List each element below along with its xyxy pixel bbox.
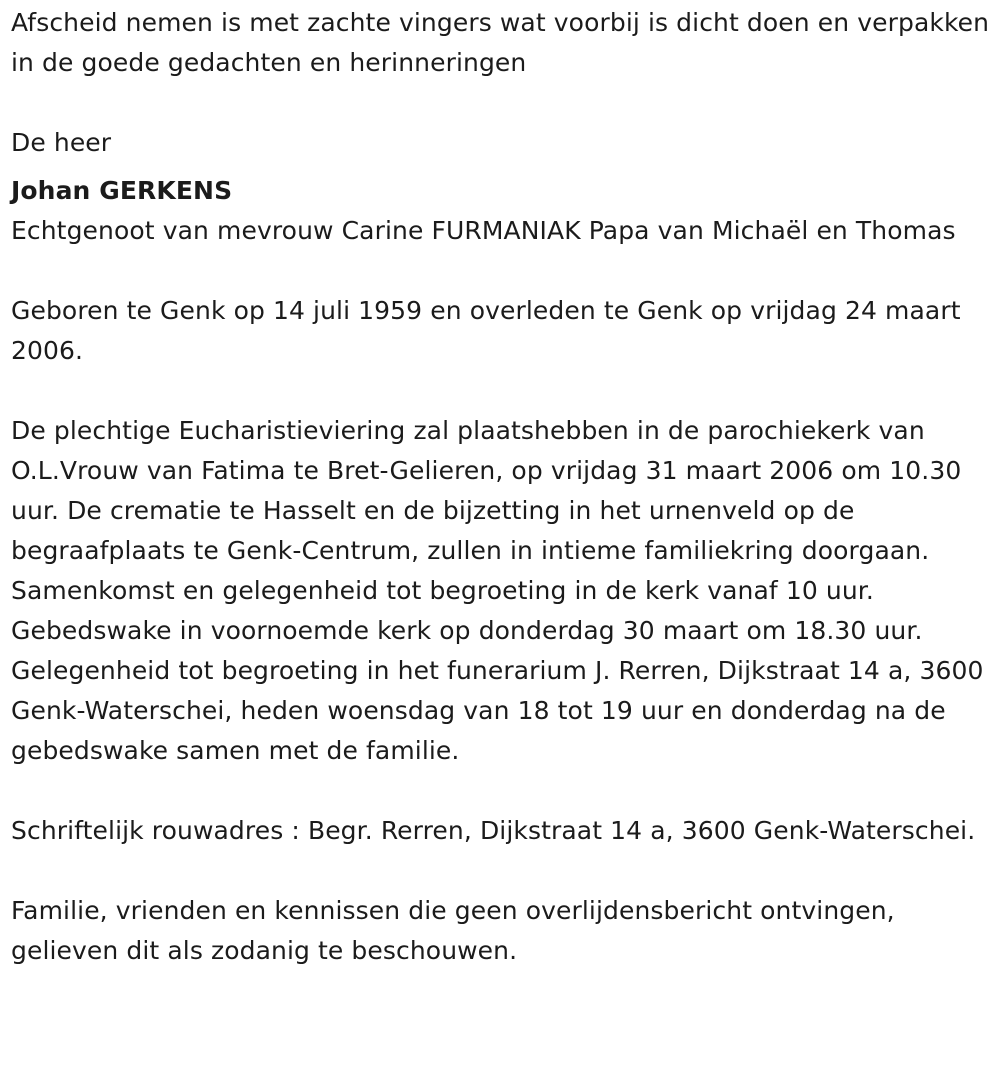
closing-paragraph: Familie, vrienden en kennissen die geen overlijdensbericht ontvingen, gelieven dit als zodanig te beschouwen. <box>11 896 895 965</box>
birth-death-paragraph: Geboren te Genk op 14 juli 1959 en overleden te Genk op vrijdag 24 maart 2006. <box>11 296 961 365</box>
relations-paragraph: Echtgenoot van mevrouw Carine FURMANIAK Papa van Michaël en Thomas <box>11 216 956 245</box>
address-paragraph: Schriftelijk rouwadres : Begr. Rerren, Dijkstraat 14 a, 3600 Genk-Waterschei. <box>11 816 976 845</box>
deceased-name: Johan GERKENS <box>11 176 233 205</box>
ceremony-paragraph: De plechtige Eucharistieviering zal plaatshebben in de parochiekerk van O.L.Vrouw van Fatima te Bret-Gelieren, op vrijdag 31 maart 2006 om 10.30 uur. De crematie te Hasselt en de bijzetting in het urnenveld op de begraafplaats te Genk-Centrum, zullen in intieme familiekring doorgaan. Samenkomst en gelegenheid tot begroeting in de kerk vanaf 10 uur. Gebedswake in voornoemde kerk op donderdag 30 maart om 18.30 uur. Gelegenheid tot begroeting in het funerarium J. Rerren, Dijkstraat 14 a, 3600 Genk-Waterschei, heden woensdag van 18 tot 19 uur en donderdag na de gebedswake samen met de familie. <box>11 416 984 765</box>
motto-paragraph: Afscheid nemen is met zachte vingers wat voorbij is dicht doen en verpakken in de goede gedachten en herinneringen <box>11 8 990 77</box>
salutation: De heer <box>11 128 112 157</box>
